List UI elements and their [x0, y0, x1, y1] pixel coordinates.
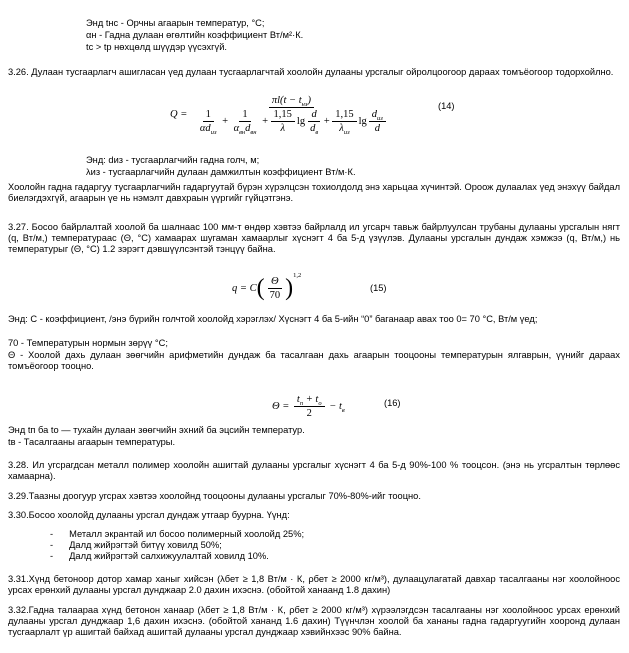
where-tp-to-line: Энд tп ба tо — тухайн дулаан зөөгчийн эхний ба эцсийн температур.: [8, 425, 305, 435]
list-item: - Металл экрантай ил босоо полимерный хоолойд 25%;: [50, 529, 305, 539]
formula-16-number: (16): [384, 398, 401, 408]
where-theta-line: Θ - Хоолой дахь дулаан зөөгчийн арифметийн дундаж ба тасалгаан дахь агаарын тооцооны температурын ялгаврын, үүнийг дараах томъёогоор тооцно.: [8, 350, 620, 371]
section-3-27-text: 3.27. Босоо байрлалтай хоолой ба шалнаас 100 мм-т өндөр хэвтээ байрлалд ил угсарч тавьж байрлуулсан трубаны дулааны урсгалын нягт (q, Вт/м,) температураас (Θ, °С) хамаарах шугаман хамаарлыг хүснэгт 4 ба 5-д үзүүлэв. Дулааны урсгалын дундаж хэмжээ (q, Вт/м,) нь температурыг (Θ, °С) 1.2 зэрэгт дэвшүүлсэнтэй тэнцүү байна.: [8, 222, 620, 254]
section-3-26-text: 3.26. Дулаан тусгаарлагч ашигласан үед дулаан тусгаарлагчтай хоолойн дулааны урсгалыг ойролцоогоор дараах томъёогоор тодорхойлно.: [8, 67, 614, 77]
section-3-32-text: 3.32.Гадна талаараа хүнд бетонон ханаар (λбет ≥ 1,8 Вт/м · К, ρбет ≥ 2000 кг/м³) хүрээлэгдсэн тасалгааны нэг хоолойноос урсах ерөнхий дулааны урсгал дунджаар 1,6 дахин ихэснэ. (обойтой хананд 1.6 дахин) Түүнчлэн хоолой ба хананы гадна гадаргуугийн хооронд дулаан тусгаарлалт үр ашигтай байхад ашигтай дулааны урсгал дунджаар хэвийнхээс 90% байна.: [8, 605, 620, 637]
formula-16: Θ = $\frac{t_п + t_о}{2}$ − $t_в$: [272, 393, 345, 419]
section-3-30-text: 3.30.Босоо хоолойд дулааны урсгал дундаж утгаар буурна. Үүнд:: [8, 510, 290, 520]
where-diz-line: Энд: dиз - тусгаарлагчийн гадна голч, м;: [86, 155, 260, 165]
where-t-line: Энд tнс - Орчны агаарын температур, °С;: [86, 18, 265, 28]
section-3-31-text: 3.31.Хүнд бетоноор дотор хамар ханыг хийсэн (λбет ≥ 1,8 Вт/м · К, ρбет ≥ 2000 кг/м³), дулаацулагатай давхар тасалгааны нэг хоолойноос урсах ерөнхий дулааны урсгал дунджаар 2.0 дахин ихэснэ. (обойтой ханаанд 1.8 дахин): [8, 574, 620, 595]
formula-14: Q = $\pi l(t - t_{нз})$ $\frac{1}{\alpha d_{из}}$ + $\frac{1}{\alpha_{вн}d_{вн}}$ + $\frac{1,15}{\lambda}$ lg $\frac{d}{d_в}$ + $\frac{1,15}{\lambda_{из}}$ lg $\frac{d_{из}}{d}$: [170, 88, 393, 140]
section-3-30-list: [50, 529, 550, 562]
formula-14-number: (14): [438, 101, 455, 111]
list-item: - Далд жийрэгтэй битүү ховилд 50%;: [50, 540, 222, 550]
section-3-26-note: Хоолойн гадна гадаргуу тусгаарлагчийн гадаргуутай бүрэн хүрэлцсэн тохиолдолд энэ харьцаа хүчинтэй. Ороож дулаалах үед энэхүү байдал биелэгдэхгүй, агаарын үе нь нэмэлт давхраын үүргийг гүйцэтгэнэ.: [8, 182, 620, 203]
where-70-line: 70 - Температурын нормын зөрүү °С;: [8, 338, 168, 348]
where-tv-line: tв - Тасалгааны агаарын температуры.: [8, 437, 176, 447]
list-item: - Далд жийрэгтэй салхижуулалтай ховилд 10%.: [50, 551, 269, 561]
where-c-line: Энд: С - коэффициент, /энэ бүрийн голчтой хоолойд хэрэглэх/ Хүснэгт 4 ба 5-ийн “0” баганаар авах тоо 0= 70 °С, Вт/м үед;: [8, 314, 538, 324]
where-lambda-line: λиз - тусгаарлагчийн дулаан дамжилтын коэффициент Вт/м·К.: [86, 167, 356, 177]
section-3-28-text: 3.28. Ил угсрагдсан металл полимер хоолойн ашигтай дулааны урсгалыг хүснэгт 4 ба 5-д 90%-100 % тооцсон. (энэ нь угсралтын төрлөөс хамаарна).: [8, 460, 620, 481]
formula-15-number: (15): [370, 283, 387, 293]
formula-15: q = C ( $\frac{\Theta}{70}$ ) 1,2: [232, 272, 302, 301]
where-alpha-line: αн - Гадна дулаан өгөлтийн коэффициент Вт/м²·К.: [86, 30, 304, 40]
section-3-29-text: 3.29.Таазны доогуур угсрах хэвтээ хоолойнд тооцооны дулааны урсгалыг 70%-80%-ийг тооцно.: [8, 491, 421, 501]
where-tc-line: tc > tp нөхцөлд шүүдэр үүсэхгүй.: [86, 42, 227, 52]
